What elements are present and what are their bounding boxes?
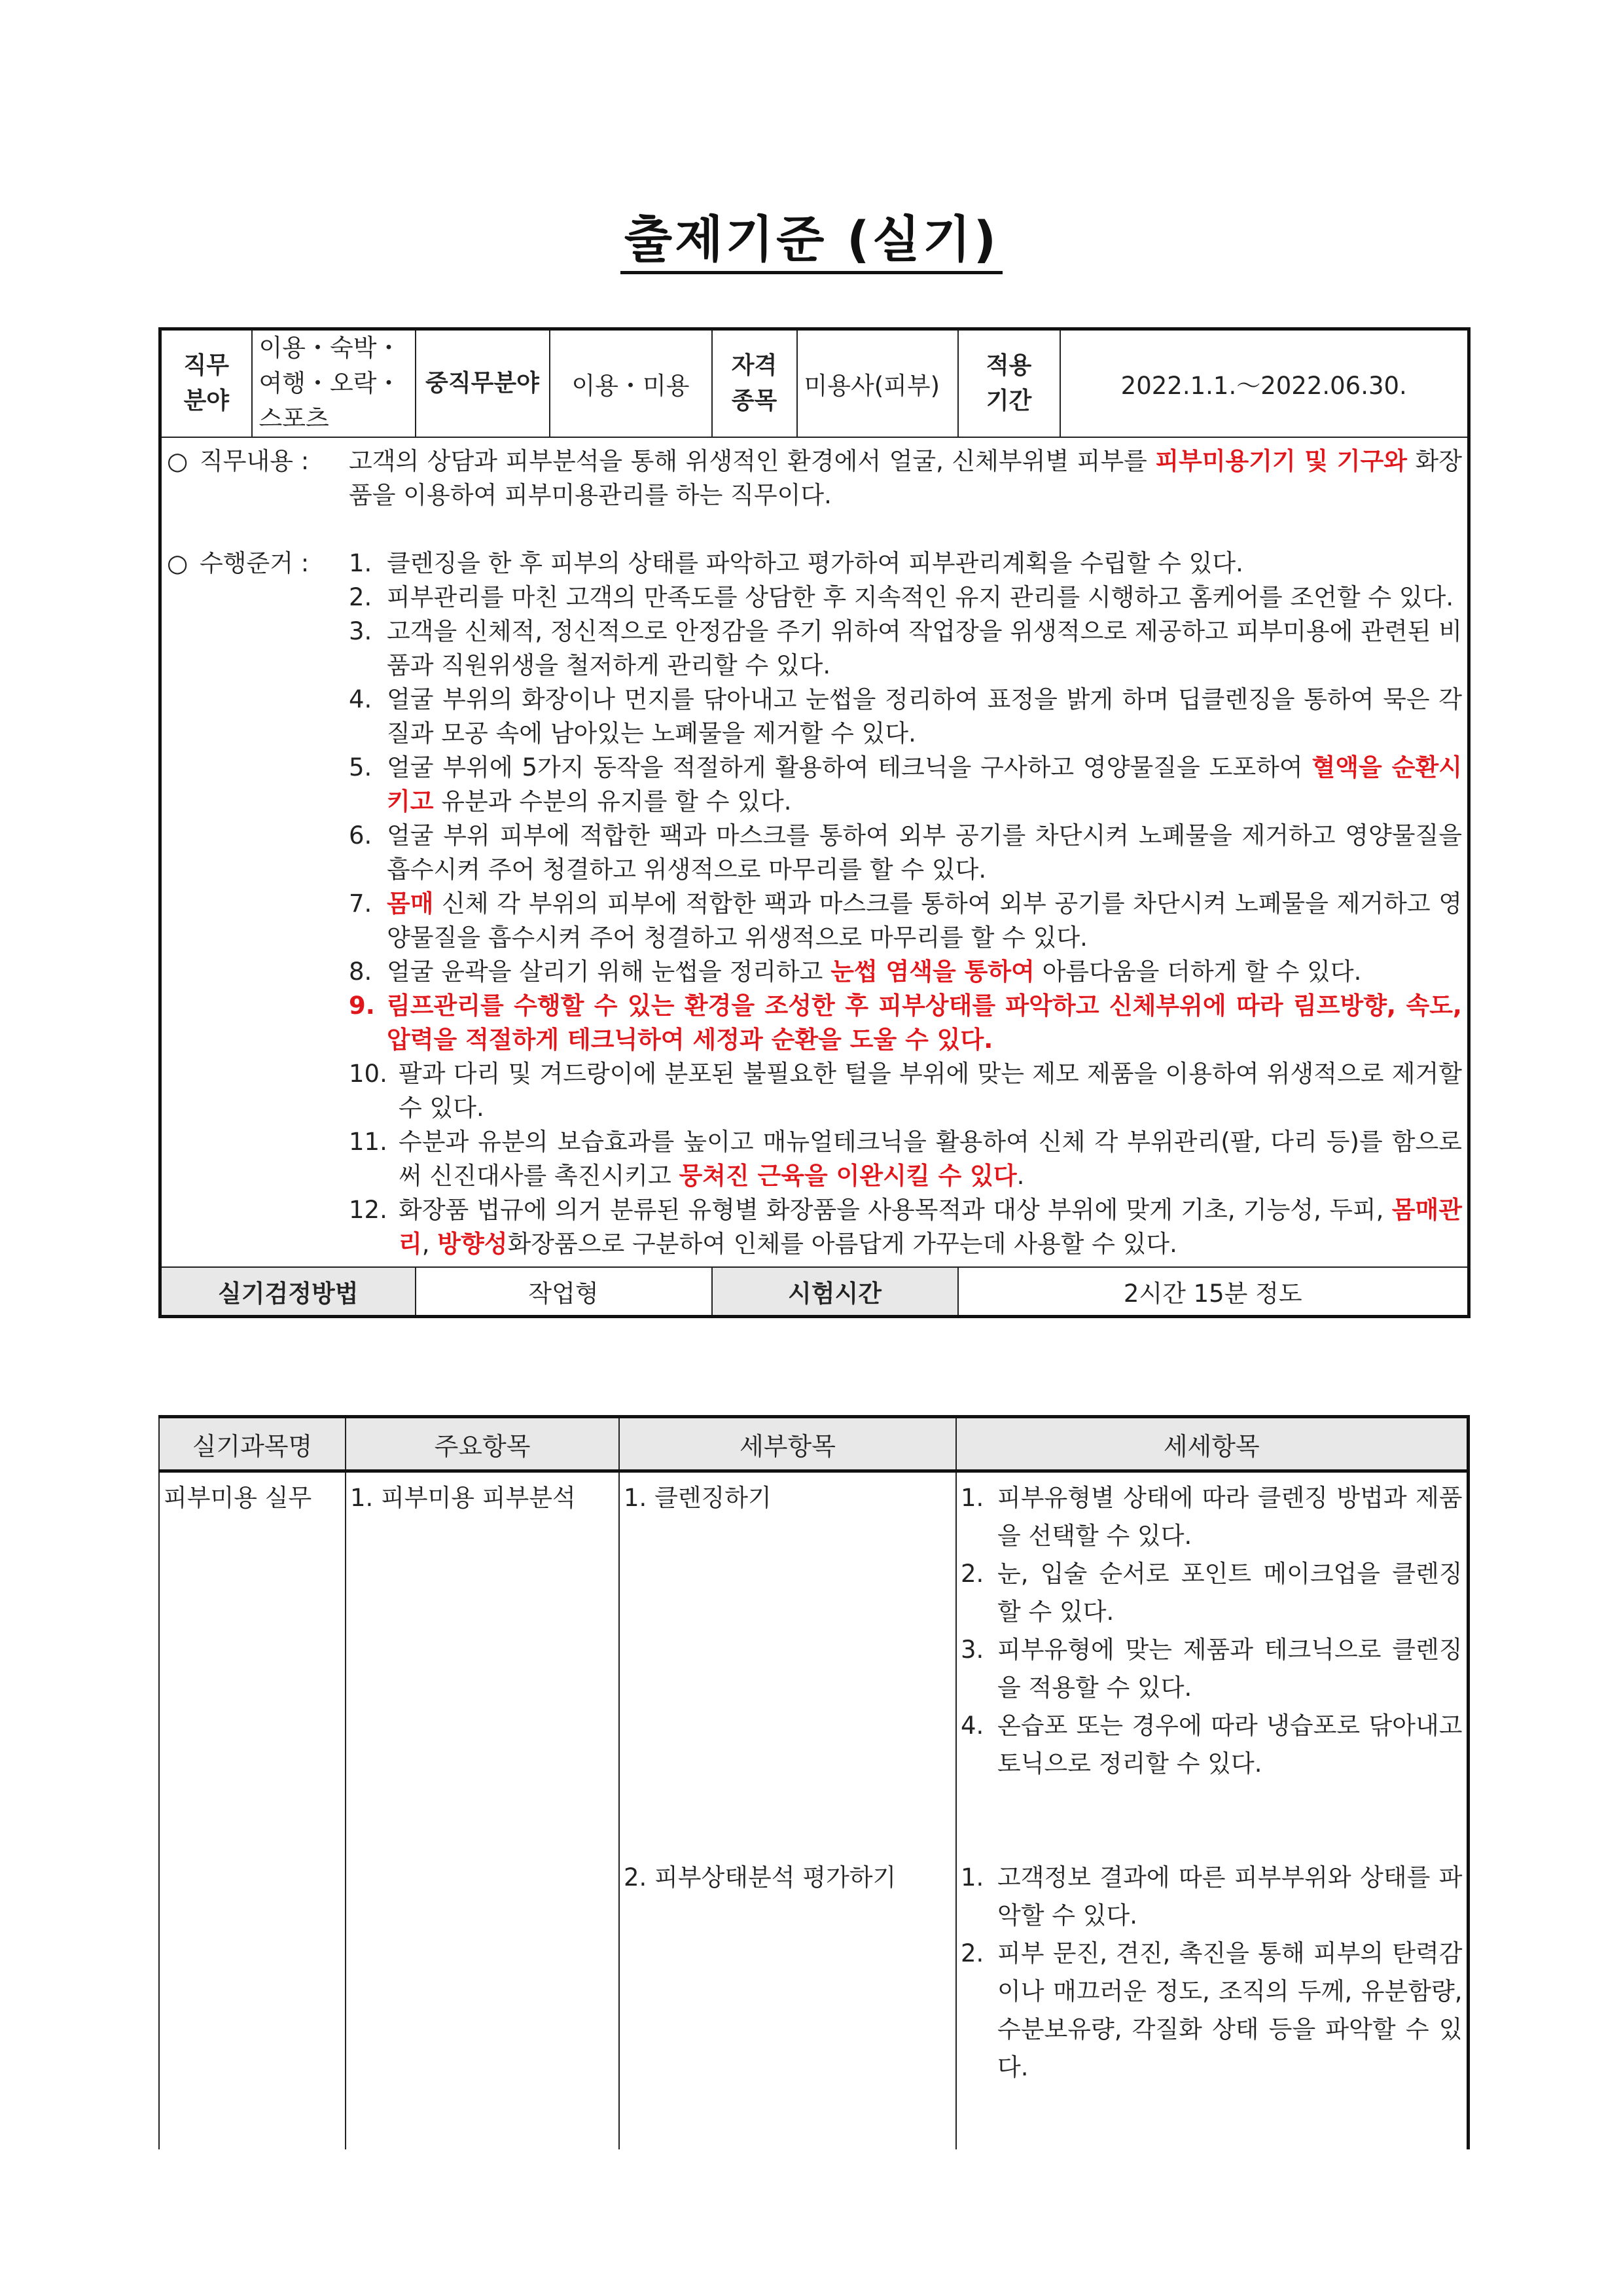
criteria-item (349, 1193, 1462, 1261)
criteria-item-text: 얼굴 부위 피부에 적합한 팩과 마스크를 통하여 외부 공기를 차단시켜 노폐물을 제거하고 영양물질을 흡수시켜 주어 청결하고 위생적으로 마무리를 할 수 있다. (387, 821, 1462, 884)
criteria-item-text: 몸매 신체 각 부위의 피부에 적합한 팩과 마스크를 통하여 외부 공기를 차단시켜 노폐물을 제거하고 영양물질을 흡수시켜 주어 청결하고 위생적으로 마무리를 할 수 있다. (387, 889, 1462, 952)
exam-row (160, 1267, 1469, 1317)
detail-item: 3. 피부유형에 맞는 제품과 테크닉으로 클렌징을 적용할 수 있다. (961, 1636, 1463, 1702)
criteria-item-number: 6. (349, 821, 372, 850)
criteria-item-text: 림프관리를 수행할 수 있는 환경을 조성한 후 피부상태를 파악하고 신체부위에 따라 림프방향, 속도, 압력을 적절하게 테크닉하여 세정과 순환을 도울 수 있다. (387, 992, 1462, 1054)
page-title: 출제기준 (실기) (0, 200, 1623, 271)
criteria-item-text: 얼굴 부위에 5가지 동작을 적절하게 활용하여 테크닉을 구사하고 영양물질을 도포하여 혈액을 순환시키고 유분과 수분의 유지를 할 수 있다. (387, 753, 1462, 816)
criteria-item-text: 클렌징을 한 후 피부의 상태를 파악하고 평가하여 피부관리계획을 수립할 수 있다. (387, 549, 1243, 577)
criteria-item-text: 화장품 법규에 의거 분류된 유형별 화장품을 사용목적과 대상 부위에 맞게 기초, 기능성, 두피, 몸매관리, 방향성화장품으로 구분하여 인체를 아름답게 가꾸는데 사용할 수 있다. (399, 1196, 1462, 1258)
criteria-item (349, 751, 1462, 819)
criteria-item (349, 581, 1462, 615)
criteria-item-number: 12. (349, 1196, 387, 1224)
subjects-body-row (159, 1471, 1468, 2149)
duty-section (167, 444, 1462, 512)
detail-group (961, 1859, 1463, 2087)
job-description-cell (160, 437, 1469, 1267)
criteria-item (349, 615, 1462, 683)
period-value: 2022.1.1.～2022.06.30. (1060, 329, 1469, 438)
main-item: 1. 피부미용 피부분석 (346, 1471, 619, 2149)
criteria-item (349, 683, 1462, 751)
time-label: 시험시간 (712, 1267, 958, 1317)
header-subject: 실기과목명 (159, 1417, 346, 1471)
criteria-item-number: 9. (349, 992, 375, 1020)
criteria-item-text: 고객을 신체적, 정신적으로 안정감을 주기 위하여 작업장을 위생적으로 제공하고 피부미용에 관련된 비품과 직원위생을 철저하게 관리할 수 있다. (387, 617, 1462, 679)
header-sub-item: 세부항목 (619, 1417, 956, 1471)
details-cell (956, 1471, 1468, 2149)
subjects-table (158, 1415, 1470, 2149)
info-row (160, 329, 1469, 438)
criteria-list (349, 547, 1462, 1261)
criteria-item-number: 7. (349, 889, 372, 918)
criteria-item-text: 얼굴 윤곽을 살리기 위해 눈썹을 정리하고 눈썹 염색을 통하여 아름다움을 더하게 할 수 있다. (387, 958, 1362, 986)
qual-label: 자격 종목 (712, 329, 797, 438)
criteria-item-number: 5. (349, 753, 372, 781)
criteria-item (349, 1057, 1462, 1125)
time-value: 2시간 15분 정도 (958, 1267, 1469, 1317)
header-main-item: 주요항목 (346, 1417, 619, 1471)
criteria-bullet: ○ (167, 549, 188, 577)
method-label: 실기검정방법 (160, 1267, 416, 1317)
method-value: 작업형 (416, 1267, 712, 1317)
detail-item: 1. 고객정보 결과에 따른 피부부위와 상태를 파악할 수 있다. (961, 1863, 1463, 1929)
sub-field-value: 이용・미용 (550, 329, 712, 438)
criteria-item-number: 11. (349, 1128, 387, 1156)
detail-group (961, 1479, 1463, 1783)
detail-item: 4. 온습포 또는 경우에 따라 냉습포로 닦아내고 토닉으로 정리할 수 있다. (961, 1712, 1463, 1778)
sub-items-cell (619, 1471, 956, 2149)
subjects-header-row (159, 1417, 1468, 1471)
sub-item-title: 1. 클렌징하기 (624, 1484, 772, 1512)
criteria-item-number: 10. (349, 1060, 387, 1088)
job-field-value: 이용・숙박・여행・오락・스포츠 (252, 329, 416, 438)
qual-value: 미용사(피부) (797, 329, 958, 438)
criteria-item (349, 989, 1462, 1057)
header-detail-item: 세세항목 (956, 1417, 1468, 1471)
criteria-item-number: 2. (349, 583, 372, 611)
criteria-item-text: 수분과 유분의 보습효과를 높이고 매뉴얼테크닉을 활용하여 신체 각 부위관리(팔, 다리 등)를 함으로써 신진대사를 촉진시키고 뭉쳐진 근육을 이완시킬 수 있다. (399, 1128, 1462, 1190)
criteria-item-text: 피부관리를 마친 고객의 만족도를 상담한 후 지속적인 유지 관리를 시행하고 홈케어를 조언할 수 있다. (387, 583, 1454, 611)
duty-bullet: ○ (167, 447, 188, 475)
detail-item: 2. 눈, 입술 순서로 포인트 메이크업을 클렌징 할 수 있다. (961, 1560, 1463, 1626)
detail-item: 1. 피부유형별 상태에 따라 클렌징 방법과 제품을 선택할 수 있다. (961, 1484, 1463, 1550)
job-info-table (158, 327, 1471, 1318)
criteria-section (167, 547, 1462, 1261)
criteria-item (349, 819, 1462, 887)
criteria-item (349, 1125, 1462, 1193)
criteria-item (349, 547, 1462, 581)
criteria-item-number: 8. (349, 958, 372, 986)
detail-item: 2. 피부 문진, 견진, 촉진을 통해 피부의 탄력감이나 매끄러운 정도, 조직의 두께, 유분함량, 수분보유량, 각질화 상태 등을 파악할 수 있다. (961, 1939, 1463, 2081)
period-label: 적용 기간 (958, 329, 1060, 438)
subject-name: 피부미용 실무 (159, 1471, 346, 2149)
criteria-item-number: 3. (349, 617, 372, 645)
criteria-item-text: 팔과 다리 및 겨드랑이에 분포된 불필요한 털을 부위에 맞는 제모 제품을 이용하여 위생적으로 제거할 수 있다. (399, 1060, 1462, 1122)
sub-field-label: 중직무분야 (416, 329, 550, 438)
sub-item-title: 2. 피부상태분석 평가하기 (624, 1863, 897, 1892)
criteria-item (349, 955, 1462, 989)
duty-label: 직무내용 : (200, 447, 310, 475)
criteria-item-number: 1. (349, 549, 372, 577)
criteria-item-text: 얼굴 부위의 화장이나 먼지를 닦아내고 눈썹을 정리하여 표정을 밝게 하며 딥클렌징을 통하여 묵은 각질과 모공 속에 남아있는 노폐물을 제거할 수 있다. (387, 685, 1462, 747)
criteria-item (349, 887, 1462, 955)
criteria-label: 수행준거 : (200, 549, 310, 577)
job-field-label: 직무 분야 (160, 329, 252, 438)
duty-text: 고객의 상담과 피부분석을 통해 위생적인 환경에서 얼굴, 신체부위별 피부를 피부미용기기 및 기구와 화장품을 이용하여 피부미용관리를 하는 직무이다. (349, 447, 1462, 509)
criteria-item-number: 4. (349, 685, 372, 713)
